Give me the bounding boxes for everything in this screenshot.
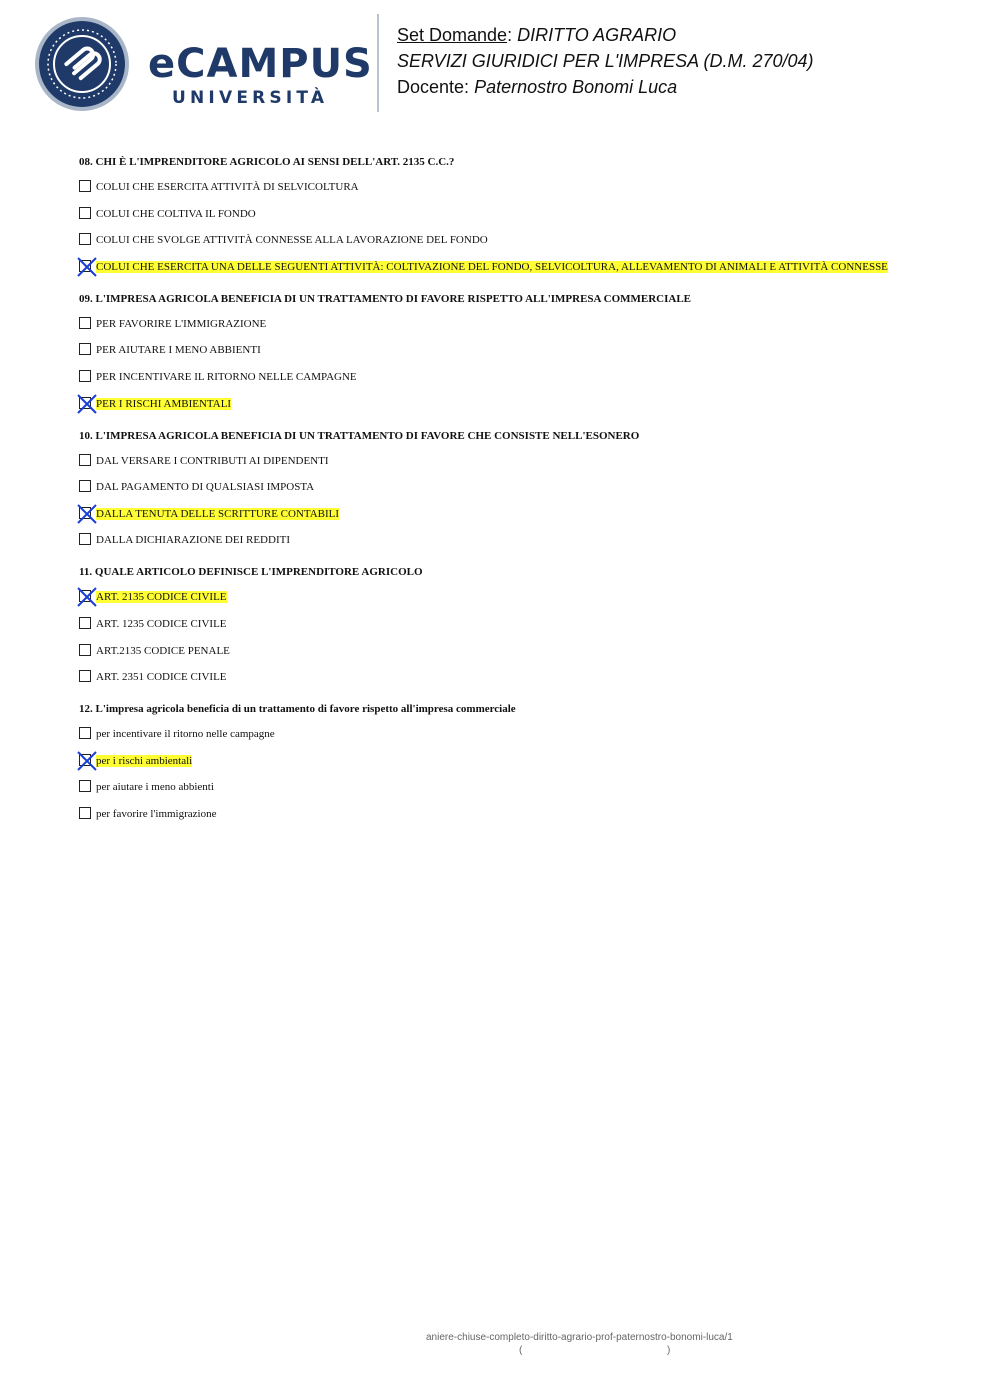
- checkbox[interactable]: [79, 180, 91, 192]
- option-text: DAL VERSARE I CONTRIBUTI AI DIPENDENTI: [96, 454, 329, 467]
- checkbox[interactable]: [79, 454, 91, 466]
- question-list: [79, 155, 924, 839]
- answer-option[interactable]: [79, 533, 924, 548]
- answer-option[interactable]: [79, 370, 924, 385]
- footer-path: aniere-chiuse-completo-diritto-agrario-prof-paternostro-bonomi-luca/1: [426, 1332, 733, 1343]
- cross-mark-icon: [77, 504, 97, 524]
- teacher-line: Docente: Paternostro Bonomi Luca: [397, 77, 678, 97]
- question-block: [79, 429, 924, 549]
- answer-option[interactable]: [79, 397, 924, 412]
- checkbox[interactable]: [79, 727, 91, 739]
- checked-checkbox[interactable]: [79, 590, 91, 602]
- checkbox[interactable]: [79, 233, 91, 245]
- answer-option[interactable]: [79, 343, 924, 358]
- checkbox[interactable]: [79, 317, 91, 329]
- question-title: 10. L'IMPRESA AGRICOLA BENEFICIA DI UN TRATTAMENTO DI FAVORE CHE CONSISTE NELL'ESONERO: [79, 429, 640, 442]
- checkbox[interactable]: [79, 207, 91, 219]
- question-title: 11. QUALE ARTICOLO DEFINISCE L'IMPRENDITORE AGRICOLO: [79, 566, 423, 579]
- question-block: [79, 292, 924, 412]
- option-text: PER INCENTIVARE IL RITORNO NELLE CAMPAGNE: [96, 370, 357, 383]
- option-text: PER I RISCHI AMBIENTALI: [96, 397, 232, 410]
- answer-option[interactable]: [79, 507, 924, 522]
- answer-option[interactable]: [79, 754, 924, 769]
- question-block: [79, 155, 924, 275]
- checkbox[interactable]: [79, 343, 91, 355]
- brand-main: eCAMPUS: [148, 41, 373, 87]
- option-text: DALLA TENUTA DELLE SCRITTURE CONTABILI: [96, 507, 340, 520]
- checkbox[interactable]: [79, 533, 91, 545]
- question-title: 12. L'impresa agricola beneficia di un trattamento di favore rispetto all'impresa commerciale: [79, 703, 516, 716]
- option-text: PER FAVORIRE L'IMMIGRAZIONE: [96, 317, 267, 330]
- answer-option[interactable]: [79, 670, 924, 685]
- answer-option[interactable]: [79, 617, 924, 632]
- option-text: per incentivare il ritorno nelle campagne: [96, 728, 275, 741]
- course-line: SERVIZI GIURIDICI PER L'IMPRESA (D.M. 270/04): [397, 51, 814, 71]
- header-divider: [377, 14, 379, 112]
- question-title: 08. CHI È L'IMPRENDITORE AGRICOLO AI SENSI DELL'ART. 2135 C.C.?: [79, 156, 455, 168]
- answer-option[interactable]: [79, 454, 924, 469]
- answer-option[interactable]: [79, 480, 924, 495]
- brand-wordmark: [148, 41, 373, 108]
- question-block: [79, 565, 924, 685]
- teacher-name: Paternostro Bonomi Luca: [474, 77, 678, 97]
- checkbox[interactable]: [79, 617, 91, 629]
- option-text: COLUI CHE ESERCITA ATTIVITÀ DI SELVICOLTURA: [96, 181, 359, 193]
- checked-checkbox[interactable]: [79, 397, 91, 409]
- option-text: PER AIUTARE I MENO ABBIENTI: [96, 344, 261, 357]
- option-text: COLUI CHE COLTIVA IL FONDO: [96, 207, 256, 220]
- option-text: DALLA DICHIARAZIONE DEI REDDITI: [96, 534, 290, 547]
- checkbox[interactable]: [79, 644, 91, 656]
- answer-option[interactable]: [79, 260, 924, 275]
- cross-mark-icon: [77, 751, 97, 771]
- checkbox[interactable]: [79, 807, 91, 819]
- answer-option[interactable]: [79, 780, 924, 795]
- teacher-label: Docente: [397, 77, 465, 97]
- option-text: DAL PAGAMENTO DI QUALSIASI IMPOSTA: [96, 481, 315, 494]
- brand-sub: UNIVERSITÀ: [172, 88, 329, 108]
- option-text: ART. 1235 CODICE CIVILE: [96, 617, 227, 630]
- answer-option[interactable]: [79, 727, 924, 742]
- checked-checkbox[interactable]: [79, 507, 91, 519]
- ecampus-seal-logo: [34, 16, 130, 112]
- option-text: per favorire l'immigrazione: [96, 807, 217, 820]
- cross-mark-icon: [77, 394, 97, 414]
- option-text: per i rischi ambientali: [96, 754, 193, 767]
- checked-checkbox[interactable]: [79, 754, 91, 766]
- footer-paren-close: ): [667, 1345, 671, 1356]
- checkbox[interactable]: [79, 480, 91, 492]
- answer-option[interactable]: [79, 207, 924, 222]
- answer-option[interactable]: [79, 317, 924, 332]
- option-text: COLUI CHE ESERCITA UNA DELLE SEGUENTI ATTIVITÀ: COLTIVAZIONE DEL FONDO, SELVICOLTURA, ALLEVAMENTO DI ANIMALI E ATTIVITÀ CONNESSE: [96, 260, 888, 273]
- subject-line: Set Domande: DIRITTO AGRARIO: [397, 25, 677, 45]
- option-text: ART.2135 CODICE PENALE: [96, 644, 230, 657]
- answer-option[interactable]: [79, 233, 924, 248]
- checkbox[interactable]: [79, 370, 91, 382]
- cross-mark-icon: [77, 587, 97, 607]
- option-text: COLUI CHE SVOLGE ATTIVITÀ CONNESSE ALLA LAVORAZIONE DEL FONDO: [96, 234, 488, 247]
- cross-mark-icon: [77, 257, 97, 277]
- answer-option[interactable]: [79, 644, 924, 659]
- set-label: Set Domande: [397, 25, 508, 45]
- checkbox[interactable]: [79, 670, 91, 682]
- option-text: per aiutare i meno abbienti: [96, 781, 214, 794]
- checked-checkbox[interactable]: [79, 260, 91, 272]
- option-text: ART. 2135 CODICE CIVILE: [96, 591, 227, 604]
- footer-paren-open: (: [519, 1345, 523, 1356]
- answer-option[interactable]: [79, 590, 924, 605]
- answer-option[interactable]: [79, 807, 924, 822]
- document-header: [0, 0, 1000, 130]
- option-text: ART. 2351 CODICE CIVILE: [96, 671, 227, 684]
- header-info: [397, 22, 814, 100]
- subject: DIRITTO AGRARIO: [517, 25, 677, 45]
- question-block: [79, 702, 924, 822]
- answer-option[interactable]: [79, 180, 924, 195]
- question-title: 09. L'IMPRESA AGRICOLA BENEFICIA DI UN TRATTAMENTO DI FAVORE RISPETTO ALL'IMPRESA COMMERCIALE: [79, 292, 692, 305]
- checkbox[interactable]: [79, 780, 91, 792]
